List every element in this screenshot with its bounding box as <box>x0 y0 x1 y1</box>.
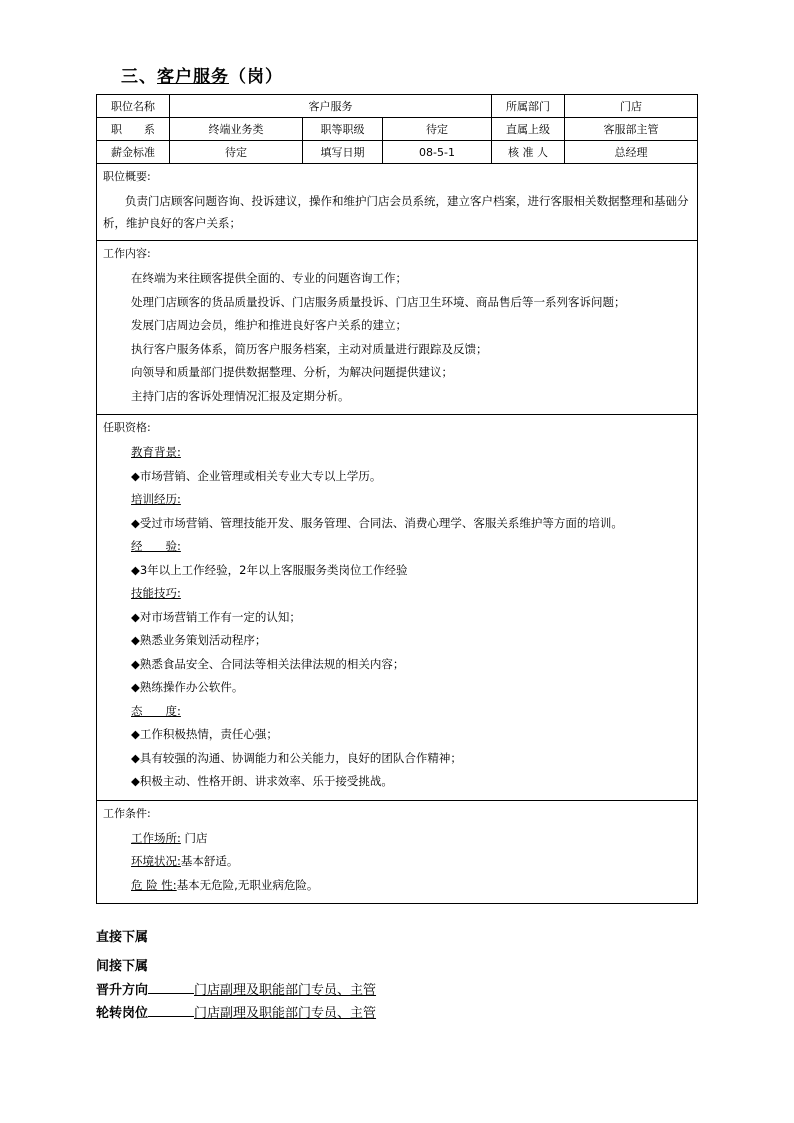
cell-approver: 总经理 <box>565 141 698 164</box>
cell-position-name: 客户服务 <box>170 95 492 118</box>
workplace-value: 门店 <box>184 830 208 845</box>
rotation-value: 门店副理及职能部门专员、主管 <box>194 1006 377 1021</box>
experience-text: ◆3年以上工作经验，2年以上客服服务类岗位工作经验 <box>131 562 408 577</box>
summary-text: 负责门店顾客问题咨询、投诉建议，操作和维护门店会员系统，建立客户档案，进行客服相关数据整理和基础分析，维护良好的客户关系； <box>103 194 689 230</box>
cell-salary: 待定 <box>170 141 303 164</box>
risk-label: 危 险 性: <box>131 877 177 892</box>
cell-department-label: 所属部门 <box>492 95 565 118</box>
conditions-row <box>97 800 698 904</box>
title-prefix: 三、 <box>121 67 157 87</box>
cell-supervisor-label: 直属上级 <box>492 118 565 141</box>
summary-title: 职位概要: <box>103 170 151 183</box>
cell-category-label: 职 系 <box>97 118 170 141</box>
cell-grade-label: 职等职级 <box>303 118 383 141</box>
header-row-1 <box>97 95 698 118</box>
skills-label: 技能技巧: <box>131 586 181 600</box>
conditions-title: 工作条件: <box>103 806 151 820</box>
work-item: 处理门店顾客的货品质量投诉、门店服务质量投诉、门店卫生环境、商品售后等一系列客诉问题； <box>131 294 626 309</box>
attitude-label: 态 度: <box>131 703 181 718</box>
environment-label: 环境状况: <box>131 854 181 868</box>
cell-supervisor: 客服部主管 <box>565 118 698 141</box>
header-row-3 <box>97 141 698 164</box>
environment-value: 基本舒适。 <box>180 854 239 868</box>
education-label: 教育背景: <box>131 445 181 459</box>
cell-approver-label: 核 准 人 <box>492 141 565 164</box>
header-row-2 <box>97 118 698 141</box>
cell-date: 08-5-1 <box>383 141 492 164</box>
title-suffix: （岗） <box>229 67 283 87</box>
indirect-subordinates: 间接下属 <box>96 959 149 974</box>
cell-grade: 待定 <box>383 118 492 141</box>
cell-salary-label: 薪金标准 <box>97 141 170 164</box>
summary-row <box>97 164 698 241</box>
promotion-underline <box>148 981 194 994</box>
rotation-underline <box>148 1004 194 1017</box>
environment-line <box>103 850 691 874</box>
cell-date-label: 填写日期 <box>303 141 383 164</box>
rotation-label: 轮转岗位 <box>96 1006 149 1021</box>
cell-department: 门店 <box>565 95 698 118</box>
work-item: 主持门店的客诉处理情况汇报及定期分析。 <box>131 388 350 403</box>
workplace-label: 工作场所: <box>131 830 181 845</box>
promotion-label: 晋升方向 <box>96 983 149 998</box>
training-label: 培训经历: <box>131 492 181 506</box>
skill-item: ◆熟悉业务策划活动程序； <box>131 633 267 647</box>
workplace-line <box>103 827 691 851</box>
education-text: ◆市场营销、企业管理或相关专业大专以上学历。 <box>131 468 382 483</box>
promotion-value: 门店副理及职能部门专员、主管 <box>194 983 377 998</box>
direct-subordinates: 直接下属 <box>96 930 149 945</box>
work-title: 工作内容: <box>103 247 151 260</box>
attitude-item: ◆工作积极热情，责任心强； <box>131 727 278 741</box>
qualification-title: 任职资格: <box>103 421 151 434</box>
experience-label: 经 验: <box>131 539 181 553</box>
qualification-row <box>97 415 698 801</box>
skill-item: ◆对市场营销工作有一定的认知； <box>131 609 301 624</box>
cell-position-name-label: 职位名称 <box>97 95 170 118</box>
risk-line <box>103 874 691 898</box>
title-main: 客户服务 <box>157 67 229 87</box>
work-item: 发展门店周边会员，维护和推进良好客户关系的建立； <box>131 318 407 332</box>
promotion-line <box>96 979 376 998</box>
attitude-item: ◆具有较强的沟通、协调能力和公关能力，良好的团队合作精神； <box>131 750 462 765</box>
work-item: 执行客户服务体系，简历客户服务档案，主动对质量进行跟踪及反馈； <box>131 341 488 356</box>
attitude-item: ◆积极主动、性格开朗、讲求效率、乐于接受挑战。 <box>131 774 393 788</box>
risk-value: 基本无危险,无职业病危险。 <box>176 877 319 892</box>
skill-item: ◆熟悉食品安全、合同法等相关法律法规的相关内容； <box>131 656 405 671</box>
rotation-line <box>96 1002 376 1021</box>
work-item: 在终端为来往顾客提供全面的、专业的问题咨询工作； <box>131 271 407 285</box>
work-row <box>97 241 698 415</box>
cell-category: 终端业务类 <box>170 118 303 141</box>
work-item: 向领导和质量部门提供数据整理、分析，为解决问题提供建议； <box>131 365 453 379</box>
skill-item: ◆熟练操作办公软件。 <box>131 680 244 694</box>
job-description-table <box>96 94 698 904</box>
page-title <box>121 62 283 87</box>
training-text: ◆受过市场营销、管理技能开发、服务管理、合同法、消费心理学、客服关系维护等方面的培训。 <box>131 515 623 530</box>
